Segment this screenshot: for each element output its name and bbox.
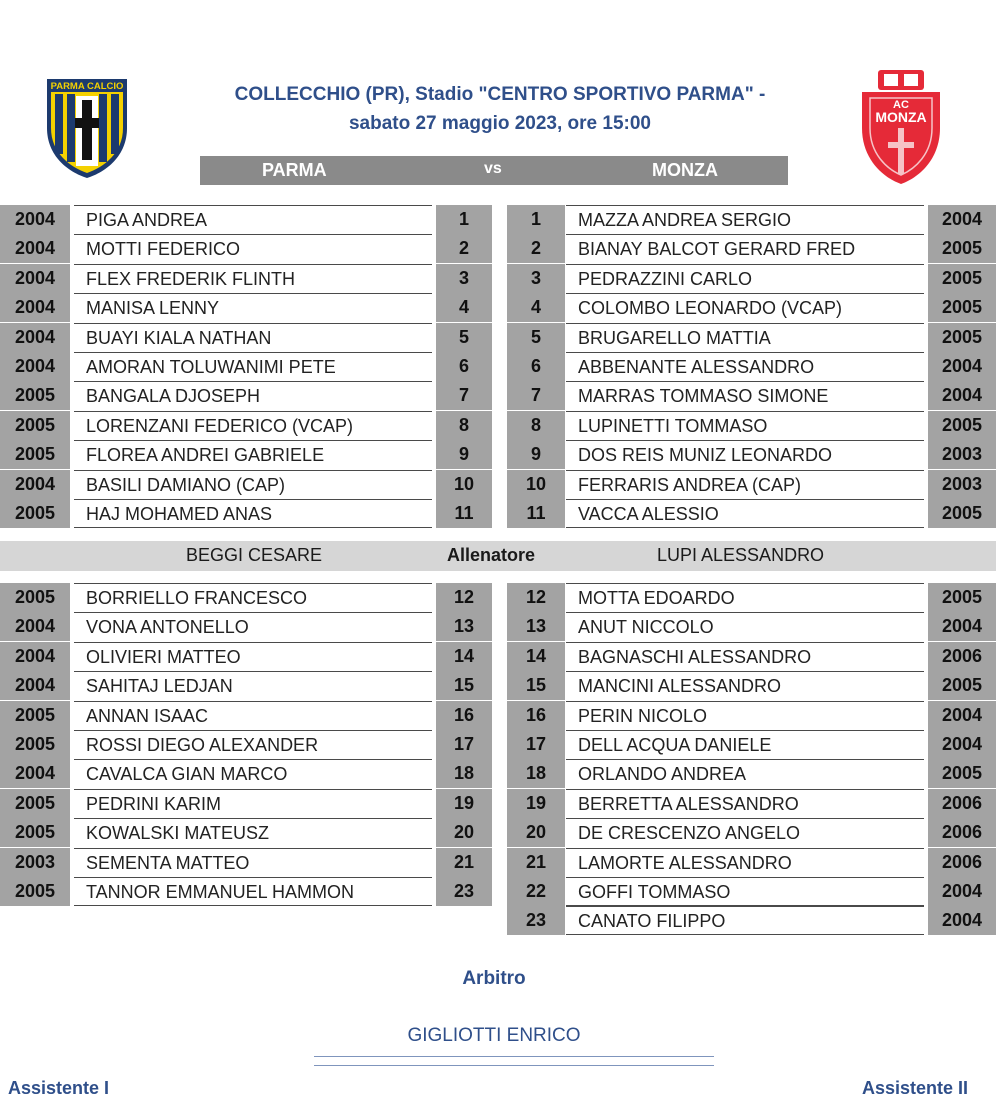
away-player-name: VACCA ALESSIO <box>566 499 924 528</box>
assistant-1-label: Assistente I <box>8 1078 110 1098</box>
lineup-row <box>0 205 996 234</box>
away-player-birth-year: 2005 <box>928 671 996 700</box>
away-player-name: BERRETTA ALESSANDRO <box>566 789 924 818</box>
away-player-number: 18 <box>507 759 565 788</box>
away-player-name: PEDRAZZINI CARLO <box>566 264 924 293</box>
away-player-number: 5 <box>507 323 565 352</box>
home-player-name: LORENZANI FEDERICO (VCAP) <box>74 411 432 440</box>
away-player-number: 22 <box>507 877 565 906</box>
home-player-name: BORRIELLO FRANCESCO <box>74 583 432 612</box>
monza-crest-text: MONZA <box>875 109 927 125</box>
home-player-name: TANNOR EMMANUEL HAMMON <box>74 877 432 906</box>
home-player-birth-year: 2005 <box>0 440 70 469</box>
home-player-birth-year: 2004 <box>0 323 70 352</box>
away-player-name: LUPINETTI TOMMASO <box>566 411 924 440</box>
away-player-birth-year: 2006 <box>928 642 996 671</box>
home-player-birth-year: 2005 <box>0 789 70 818</box>
lineup-row <box>0 818 996 847</box>
home-player-number: 16 <box>436 701 492 730</box>
away-player-birth-year: 2004 <box>928 352 996 381</box>
lineup-row <box>0 789 996 818</box>
away-player-name: ANUT NICCOLO <box>566 612 924 641</box>
away-player-name: PERIN NICOLO <box>566 701 924 730</box>
home-player-name: PIGA ANDREA <box>74 205 432 234</box>
lineup-row <box>0 352 996 381</box>
lineup-row <box>0 848 996 877</box>
away-player-number: 3 <box>507 264 565 293</box>
away-player-number: 17 <box>507 730 565 759</box>
monza-crest-text-top: AC <box>893 99 909 111</box>
assistant-2-label: Assistente II <box>862 1078 969 1098</box>
referee-underline <box>314 1056 714 1057</box>
home-player-name: AMORAN TOLUWANIMI PETE <box>74 352 432 381</box>
away-player-birth-year: 2003 <box>928 470 996 499</box>
away-player-name: BAGNASCHI ALESSANDRO <box>566 642 924 671</box>
lineup-row <box>0 759 996 788</box>
home-player-number: 5 <box>436 323 492 352</box>
away-player-birth-year: 2005 <box>928 293 996 322</box>
referee-title: Arbitro <box>462 968 526 989</box>
away-player-name: GOFFI TOMMASO <box>566 877 924 906</box>
home-player-birth-year: 2003 <box>0 848 70 877</box>
monza-crest-icon <box>860 68 942 186</box>
home-player-name: MANISA LENNY <box>74 293 432 322</box>
home-player-birth-year: 2005 <box>0 411 70 440</box>
away-player-number: 2 <box>507 234 565 263</box>
away-player-number: 21 <box>507 848 565 877</box>
away-player-number: 10 <box>507 470 565 499</box>
away-player-birth-year: 2006 <box>928 848 996 877</box>
away-player-name: MANCINI ALESSANDRO <box>566 671 924 700</box>
home-player-birth-year: 2004 <box>0 642 70 671</box>
home-player-birth-year: 2005 <box>0 701 70 730</box>
away-player-name: MOTTA EDOARDO <box>566 583 924 612</box>
away-player-birth-year: 2004 <box>928 205 996 234</box>
lineup-row <box>0 293 996 322</box>
away-player-birth-year: 2004 <box>928 701 996 730</box>
home-player-birth-year: 2004 <box>0 352 70 381</box>
vs-label: vs <box>484 160 502 177</box>
away-player-name: DE CRESCENZO ANGELO <box>566 818 924 847</box>
away-player-birth-year: 2006 <box>928 789 996 818</box>
home-player-name: KOWALSKI MATEUSZ <box>74 818 432 847</box>
away-player-name: ABBENANTE ALESSANDRO <box>566 352 924 381</box>
home-player-number: 15 <box>436 671 492 700</box>
away-player-birth-year: 2005 <box>928 583 996 612</box>
home-player-number: 6 <box>436 352 492 381</box>
home-player-name: OLIVIERI MATTEO <box>74 642 432 671</box>
away-player-number: 14 <box>507 642 565 671</box>
home-player-number: 2 <box>436 234 492 263</box>
away-player-birth-year: 2004 <box>928 877 996 906</box>
away-coach: LUPI ALESSANDRO <box>657 545 825 565</box>
away-player-birth-year: 2005 <box>928 499 996 528</box>
home-player-name: PEDRINI KARIM <box>74 789 432 818</box>
home-player-name: SAHITAJ LEDJAN <box>74 671 432 700</box>
home-player-name: SEMENTA MATTEO <box>74 848 432 877</box>
home-player-name: FLOREA ANDREI GABRIELE <box>74 440 432 469</box>
home-player-number: 20 <box>436 818 492 847</box>
away-player-number: 23 <box>507 906 565 935</box>
away-player-name: MARRAS TOMMASO SIMONE <box>566 381 924 410</box>
away-player-number: 20 <box>507 818 565 847</box>
away-player-number: 9 <box>507 440 565 469</box>
away-player-birth-year: 2005 <box>928 411 996 440</box>
away-player-name: FERRARIS ANDREA (CAP) <box>566 470 924 499</box>
away-player-number: 16 <box>507 701 565 730</box>
home-player-birth-year: 2005 <box>0 877 70 906</box>
home-player-name: BUAYI KIALA NATHAN <box>74 323 432 352</box>
home-player-birth-year: 2004 <box>0 759 70 788</box>
home-player-name: BASILI DAMIANO (CAP) <box>74 470 432 499</box>
lineup-row <box>0 323 996 352</box>
home-player-number: 11 <box>436 499 492 528</box>
away-player-birth-year: 2005 <box>928 234 996 263</box>
home-player-birth-year: 2005 <box>0 730 70 759</box>
away-player-number: 6 <box>507 352 565 381</box>
home-player-name: ROSSI DIEGO ALEXANDER <box>74 730 432 759</box>
venue-line: COLLECCHIO (PR), Stadio "CENTRO SPORTIVO PARMA" - <box>234 84 766 105</box>
home-team-name: PARMA <box>262 160 327 180</box>
home-player-birth-year: 2005 <box>0 499 70 528</box>
home-player-number: 3 <box>436 264 492 293</box>
lineup-row <box>0 381 996 410</box>
home-coach: BEGGI CESARE <box>186 545 323 565</box>
home-player-name: BANGALA DJOSEPH <box>74 381 432 410</box>
lineup-row <box>0 877 996 906</box>
home-player-name: CAVALCA GIAN MARCO <box>74 759 432 788</box>
away-player-birth-year: 2006 <box>928 818 996 847</box>
lineup-row <box>0 470 996 499</box>
away-player-name: DELL ACQUA DANIELE <box>566 730 924 759</box>
lineup-row <box>0 671 996 700</box>
away-player-name: MAZZA ANDREA SERGIO <box>566 205 924 234</box>
away-player-name: BRUGARELLO MATTIA <box>566 323 924 352</box>
home-player-number: 19 <box>436 789 492 818</box>
home-player-birth-year: 2005 <box>0 583 70 612</box>
home-player-number: 14 <box>436 642 492 671</box>
away-player-number: 1 <box>507 205 565 234</box>
away-player-name: DOS REIS MUNIZ LEONARDO <box>566 440 924 469</box>
lineup-row <box>0 499 996 528</box>
home-player-birth-year: 2005 <box>0 381 70 410</box>
home-player-name: MOTTI FEDERICO <box>74 234 432 263</box>
match-venue <box>190 80 810 138</box>
away-player-number: 19 <box>507 789 565 818</box>
away-player-birth-year: 2004 <box>928 381 996 410</box>
home-player-number: 13 <box>436 612 492 641</box>
parma-crest-text: PARMA CALCIO <box>50 81 124 92</box>
away-player-number: 7 <box>507 381 565 410</box>
lineup-row <box>0 234 996 263</box>
referee-name: GIGLIOTTI ENRICO <box>407 1025 581 1046</box>
away-player-birth-year: 2005 <box>928 264 996 293</box>
lineup-row <box>0 730 996 759</box>
home-player-number: 21 <box>436 848 492 877</box>
home-player-number: 9 <box>436 440 492 469</box>
lineup-row <box>0 264 996 293</box>
away-player-name: ORLANDO ANDREA <box>566 759 924 788</box>
away-player-name: CANATO FILIPPO <box>566 906 924 935</box>
home-player-name: HAJ MOHAMED ANAS <box>74 499 432 528</box>
away-player-birth-year: 2003 <box>928 440 996 469</box>
away-player-number: 15 <box>507 671 565 700</box>
home-player-number: 7 <box>436 381 492 410</box>
lineup-row <box>0 701 996 730</box>
away-player-name: COLOMBO LEONARDO (VCAP) <box>566 293 924 322</box>
home-player-birth-year: 2004 <box>0 612 70 641</box>
home-player-number: 4 <box>436 293 492 322</box>
home-player-number: 10 <box>436 470 492 499</box>
home-player-birth-year: 2004 <box>0 264 70 293</box>
home-player-number: 23 <box>436 877 492 906</box>
match-date: sabato 27 maggio 2023, ore 15:00 <box>348 113 652 134</box>
away-player-birth-year: 2004 <box>928 906 996 935</box>
home-player-birth-year: 2004 <box>0 234 70 263</box>
lineup-row <box>0 440 996 469</box>
home-player-birth-year: 2004 <box>0 205 70 234</box>
home-player-number: 8 <box>436 411 492 440</box>
home-player-birth-year: 2005 <box>0 818 70 847</box>
lineup-row <box>0 583 996 612</box>
home-player-name: ANNAN ISAAC <box>74 701 432 730</box>
referee-underline <box>314 1065 714 1066</box>
away-player-number: 12 <box>507 583 565 612</box>
lineup-row <box>0 612 996 641</box>
home-player-birth-year: 2004 <box>0 671 70 700</box>
lineup-row <box>0 411 996 440</box>
away-player-name: LAMORTE ALESSANDRO <box>566 848 924 877</box>
lineup-row <box>0 642 996 671</box>
lineup-row <box>0 906 996 935</box>
home-player-name: VONA ANTONELLO <box>74 612 432 641</box>
home-player-number: 1 <box>436 205 492 234</box>
home-player-number: 12 <box>436 583 492 612</box>
parma-crest-icon <box>44 76 130 180</box>
teams-header-bar <box>200 156 788 185</box>
home-player-birth-year: 2004 <box>0 470 70 499</box>
away-player-birth-year: 2005 <box>928 759 996 788</box>
away-player-name: BIANAY BALCOT GERARD FRED <box>566 234 924 263</box>
coaches-bar <box>0 541 996 571</box>
home-player-name: FLEX FREDERIK FLINTH <box>74 264 432 293</box>
away-player-birth-year: 2004 <box>928 612 996 641</box>
away-player-birth-year: 2004 <box>928 730 996 759</box>
coach-label: Allenatore <box>447 545 536 565</box>
away-player-number: 11 <box>507 499 565 528</box>
home-player-birth-year: 2004 <box>0 293 70 322</box>
home-player-number: 17 <box>436 730 492 759</box>
away-player-number: 4 <box>507 293 565 322</box>
away-team-name: MONZA <box>652 160 718 180</box>
home-player-number: 18 <box>436 759 492 788</box>
away-player-number: 13 <box>507 612 565 641</box>
away-player-birth-year: 2005 <box>928 323 996 352</box>
away-player-number: 8 <box>507 411 565 440</box>
